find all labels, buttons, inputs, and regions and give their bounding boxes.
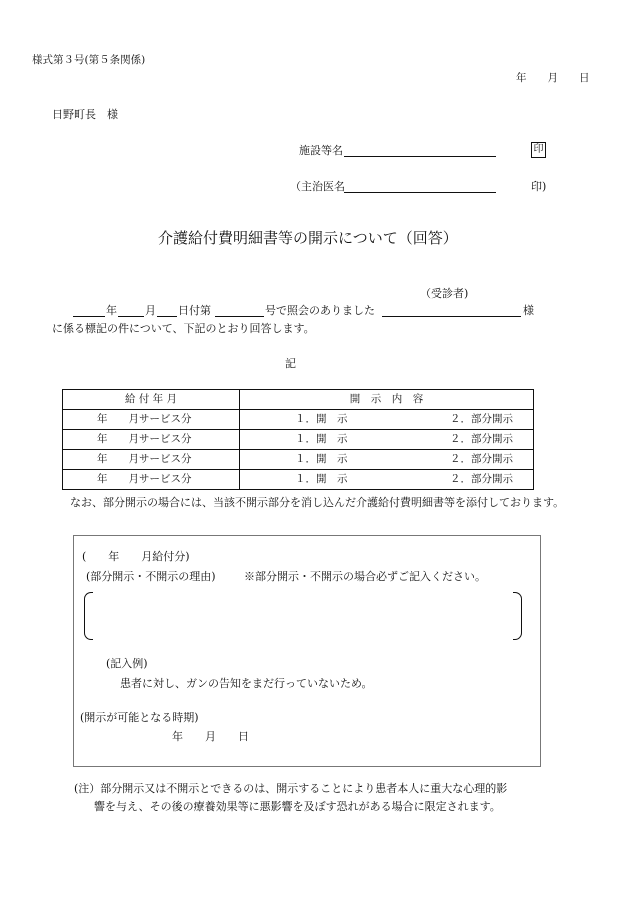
row-options (240, 410, 534, 430)
table-row (63, 410, 534, 430)
addressee: 日野町長 様 (52, 108, 118, 121)
example-label: (記入例) (106, 657, 148, 670)
row-options (240, 470, 534, 490)
reason-bracket-left (84, 592, 93, 640)
col-header-period: 給 付 年 月 (63, 390, 240, 410)
option-disclose[interactable]: １．開 示 (295, 453, 348, 466)
facility-name-line[interactable] (344, 156, 496, 157)
intro-line-2: に係る標記の件について、下記のとおり回答します。 (52, 322, 315, 335)
option-disclose[interactable]: １．開 示 (295, 473, 348, 486)
row-period: 年 月サービス分 (63, 470, 240, 490)
option-partial[interactable]: ２．部分開示 (450, 433, 513, 446)
ref-month-line[interactable] (118, 316, 144, 317)
ref-day-text: 日付第 (178, 304, 211, 317)
honorific: 様 (523, 304, 534, 317)
reason-bracket-right (513, 592, 522, 640)
reason-label: (部分開示・不開示の理由) (86, 570, 216, 583)
ref-month-text: 月 (145, 304, 156, 317)
doctor-name-line[interactable] (344, 192, 496, 193)
reason-period-line: ( 年 月給付分) (82, 550, 190, 563)
patient-label: （受診者) (420, 287, 469, 300)
facility-label: 施設等名 (299, 144, 343, 157)
option-disclose[interactable]: １．開 示 (295, 413, 348, 426)
footnote-line-2: 響を与え、その後の療養効果等に悪影響を及ぼす恐れがある場合に限定されます。 (94, 800, 501, 813)
option-partial[interactable]: ２．部分開示 (450, 413, 513, 426)
row-period: 年 月サービス分 (63, 450, 240, 470)
row-options (240, 450, 534, 470)
table-row (63, 470, 534, 490)
example-text: 患者に対し、ガンの告知をまだ行っていないため。 (120, 677, 373, 690)
partial-disclosure-note: なお、部分開示の場合には、当該不開示部分を消し込んだ介護給付費明細書等を添付しております。 (70, 496, 565, 509)
option-partial[interactable]: ２．部分開示 (450, 473, 513, 486)
stamp-paren: 印) (531, 180, 547, 193)
date-line: 年 月 日 (516, 72, 590, 84)
option-disclose[interactable]: １．開 示 (295, 433, 348, 446)
disclosure-table (62, 389, 534, 490)
form-number: 様式第３号(第５条関係) (32, 54, 146, 66)
option-partial[interactable]: ２．部分開示 (450, 453, 513, 466)
ref-day-line[interactable] (157, 316, 177, 317)
stamp-box: 印 (531, 142, 546, 158)
table-header-row (63, 390, 534, 410)
col-header-content: 開 示 内 容 (240, 390, 534, 410)
row-period: 年 月サービス分 (63, 430, 240, 450)
row-options (240, 430, 534, 450)
ki-heading: 記 (285, 357, 296, 370)
table-row (63, 450, 534, 470)
patient-name-line[interactable] (382, 316, 521, 317)
reason-input-area[interactable] (96, 594, 510, 636)
reason-note: ※部分開示・不開示の場合必ずご記入ください。 (244, 570, 486, 583)
row-period: 年 月サービス分 (63, 410, 240, 430)
possible-date-label: (開示が可能となる時期) (80, 711, 199, 724)
document-title: 介護給付費明細書等の開示について（回答） (158, 229, 458, 247)
ref-suffix-text: 号で照会のありました (265, 304, 375, 317)
ref-year-text: 年 (106, 304, 117, 317)
possible-date-value: 年 月 日 (172, 730, 249, 743)
table-row (63, 430, 534, 450)
doctor-label: （主治医名 (290, 180, 345, 193)
ref-number-line[interactable] (215, 316, 264, 317)
ref-year-line[interactable] (73, 316, 105, 317)
footnote-line-1: (注）部分開示又は不開示とできるのは、開示することにより患者本人に重大な心理的影 (74, 782, 508, 795)
